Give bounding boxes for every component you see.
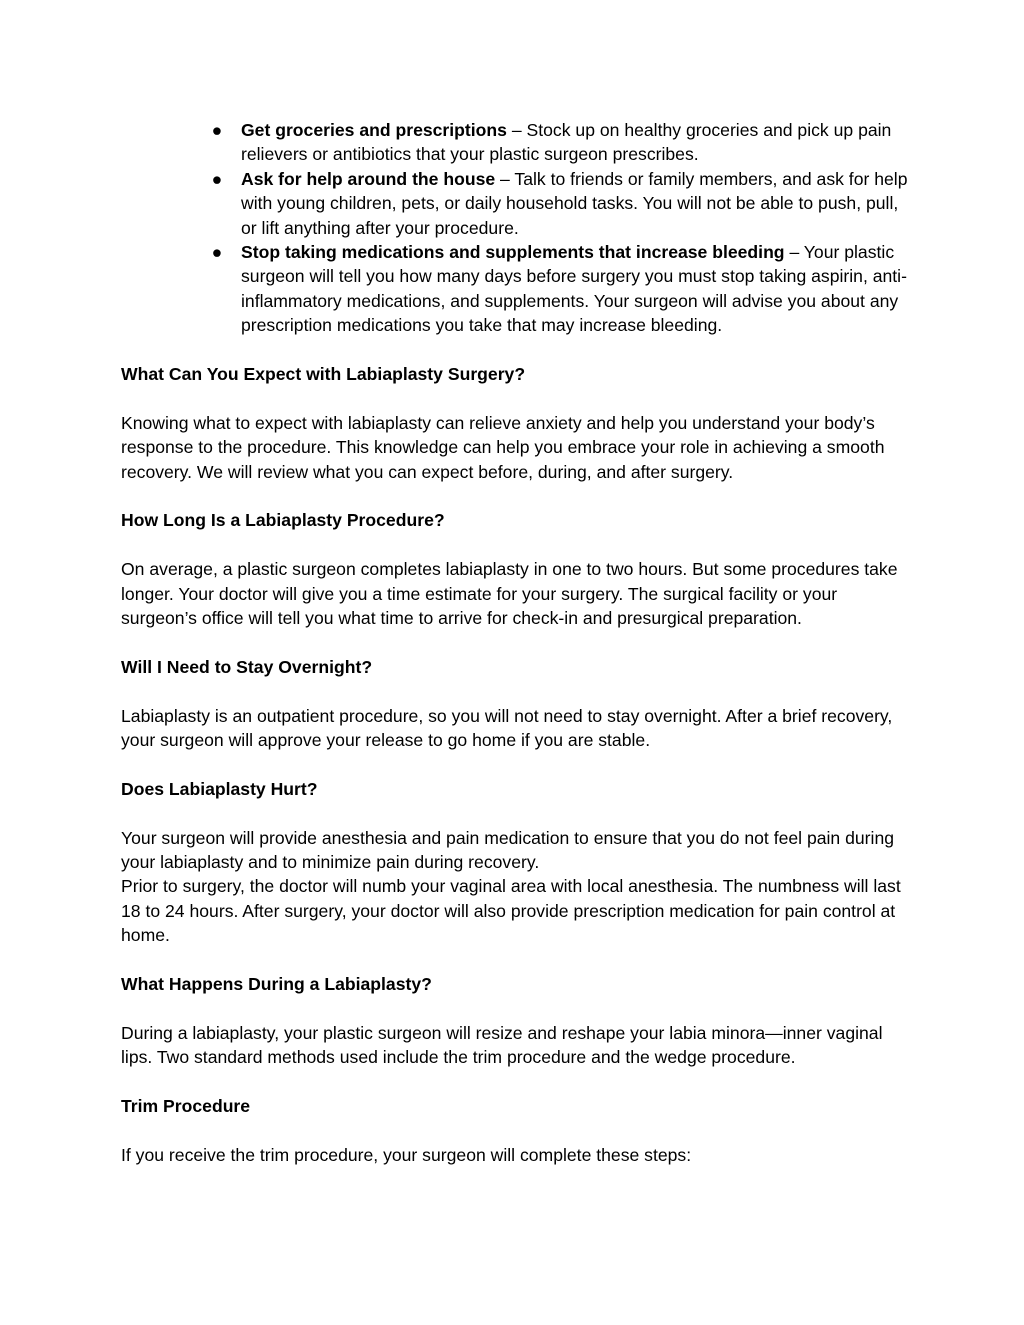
bullet-icon: ●: [211, 242, 223, 263]
section-heading: How Long Is a Labiaplasty Procedure?: [121, 510, 445, 531]
section-heading: Trim Procedure: [121, 1096, 251, 1117]
body-paragraph: On average, a plastic surgeon completes labiaplasty in one to two hours. But some procedures take longer. Your doctor will give you a time estimate for your surgery. The surgical facility or your surgeon’s office will tell you what time to arrive for check-in and presurgical preparation.: [121, 559, 898, 629]
section-heading: What Happens During a Labiaplasty?: [121, 974, 432, 995]
bullet-text: – Talk to friends or family members, and ask for help with young children, pets, or daily household tasks. You will not be able to push, pull, or lift anything after your procedure.: [241, 168, 908, 238]
body-paragraph: Labiaplasty is an outpatient procedure, so you will not need to stay overnight. After a brief recovery, your surgeon will approve your release to go home if you are stable.: [121, 705, 893, 751]
body-paragraph: If you receive the trim procedure, your surgeon will complete these steps:: [121, 1144, 692, 1165]
section-heading: Does Labiaplasty Hurt?: [121, 778, 318, 799]
list-item: [121, 118, 911, 167]
bullet-bold-text: Stop taking medications and supplements that increase bleeding: [241, 242, 785, 263]
section-heading: What Can You Expect with Labiaplasty Surgery?: [121, 364, 526, 385]
bullet-icon: ●: [211, 120, 223, 140]
bullet-icon: ●: [211, 168, 223, 189]
body-paragraph: Your surgeon will provide anesthesia and pain medication to ensure that you do not feel pain during your labiaplasty and to minimize pain during recovery.: [121, 827, 895, 873]
document-page: [121, 118, 911, 1167]
body-paragraph: Prior to surgery, the doctor will numb your vaginal area with local anesthesia. The numbness will last 18 to 24 hours. After surgery, your doctor will also provide prescription medication for pain control at home.: [121, 876, 901, 946]
list-item: [121, 167, 911, 240]
section-heading: Will I Need to Stay Overnight?: [121, 656, 373, 677]
list-item: [121, 240, 911, 338]
bullet-bold-text: Ask for help around the house: [241, 168, 496, 189]
body-paragraph: During a labiaplasty, your plastic surgeon will resize and reshape your labia minora—inner vaginal lips. Two standard methods used include the trim procedure and the wedge procedure.: [121, 1022, 883, 1068]
bullet-text: – Stock up on healthy groceries and pick up pain relievers or antibiotics that your plastic surgeon prescribes.: [241, 120, 892, 165]
body-paragraph: Knowing what to expect with labiaplasty can relieve anxiety and help you understand your body’s response to the procedure. This knowledge can help you embrace your role in achieving a smooth recovery. We will review what you can expect before, during, and after surgery.: [121, 412, 885, 482]
bullet-list: [121, 118, 911, 338]
bullet-bold-text: Get groceries and prescriptions: [241, 120, 507, 140]
bullet-text: – Your plastic surgeon will tell you how many days before surgery you must stop taking aspirin, anti-inflammatory medications, and supplements. Your surgeon will advise you about any prescription medications you take that may increase bleeding.: [241, 242, 907, 336]
